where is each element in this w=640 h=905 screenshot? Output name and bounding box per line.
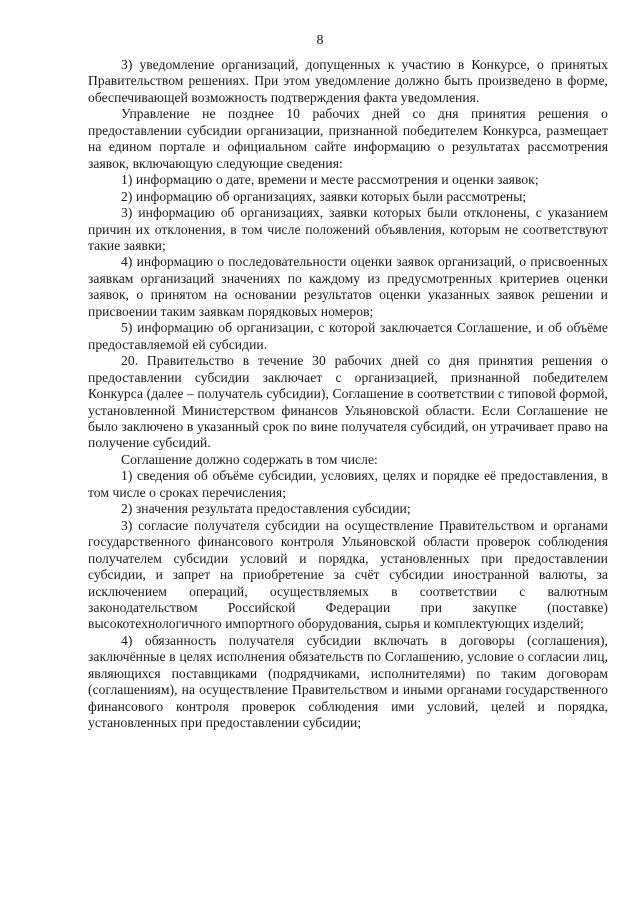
paragraph-results-publication: Управление не позднее 10 рабочих дней со дня принятия решения о предоставлении субсидии организации, признанной победителем Конкурса, размещает на едином портале и официальном сайте информацию о результатах рассмотрения заявок, включающую следующие сведения:: [88, 106, 608, 171]
paragraph-agreement-item-2: 2) значения результата предоставления субсидии;: [121, 501, 411, 517]
paragraph-info-item-4: 4) информацию о последовательности оценки заявок организаций, о присвоенных заявкам организаций значениях по каждому из предусмотренных критериев оценки заявок, о принятом на основании результатов оценки указанных заявок решении и присвоении таким заявкам порядковых номеров;: [88, 254, 608, 319]
paragraph-agreement-contents: Соглашение должно содержать в том числе:: [121, 451, 378, 467]
paragraph-info-item-5: 5) информацию об организации, с которой заключается Соглашение, и об объёме предоставляемой ей субсидии.: [88, 320, 608, 352]
document-body: [88, 57, 608, 732]
paragraph-clause-20: 20. Правительство в течение 30 рабочих дней со дня принятия решения о предоставлении субсидии заключает с организацией, признанной победителем Конкурса (далее – получатель субсидии), Соглашение в соответствии с типовой формой, установленной Министерством финансов Ульяновской области. Если Соглашение не было заключено в указанный срок по вине получателя субсидий, он утрачивает право на получение субсидий.: [88, 353, 608, 451]
paragraph-agreement-item-3: 3) согласие получателя субсидии на осуществление Правительством и органами государственного финансового контроля Ульяновской области проверок соблюдения получателем субсидии условий и порядка, установленных при предоставлении субсидии, и запрет на приобретение за счёт субсидии иностранной валюты, за исключением операций, осуществляемых в соответствии с валютным законодательством Российской Федерации при закупке (поставке) высокотехнологичного импортного оборудования, сырья и комплектующих изделий;: [88, 517, 608, 632]
page-number: 8: [316, 33, 324, 48]
paragraph-agreement-item-4: 4) обязанность получателя субсидии включать в договоры (соглашения), заключённые в целях исполнения обязательств по Соглашению, условие о согласии лиц, являющихся поставщиками (подрядчиками, исполнителями) по таким договорам (соглашениям), на осуществление Правительством и иными органами государственного финансового контроля проверок соблюдения ими условий, целей и порядка, установленных при предоставлении субсидии;: [88, 632, 608, 731]
paragraph-info-item-2: 2) информацию об организациях, заявки которых были рассмотрены;: [121, 188, 527, 204]
paragraph-notification-item-3: 3) уведомление организаций, допущенных к участию в Конкурсе, о принятых Правительством решениях. При этом уведомление должно быть произведено в форме, обеспечивающей возможность подтверждения факта уведомления.: [88, 57, 608, 105]
paragraph-info-item-3: 3) информацию об организациях, заявки которых были отклонены, с указанием причин их отклонения, в том числе положений объявления, которым не соответствуют такие заявки;: [88, 205, 608, 253]
paragraph-agreement-item-1: 1) сведения об объёме субсидии, условиях, целях и порядке её предоставления, в том числе о сроках перечисления;: [88, 468, 608, 500]
paragraph-info-item-1: 1) информацию о дате, времени и месте рассмотрения и оценки заявок;: [121, 172, 539, 188]
